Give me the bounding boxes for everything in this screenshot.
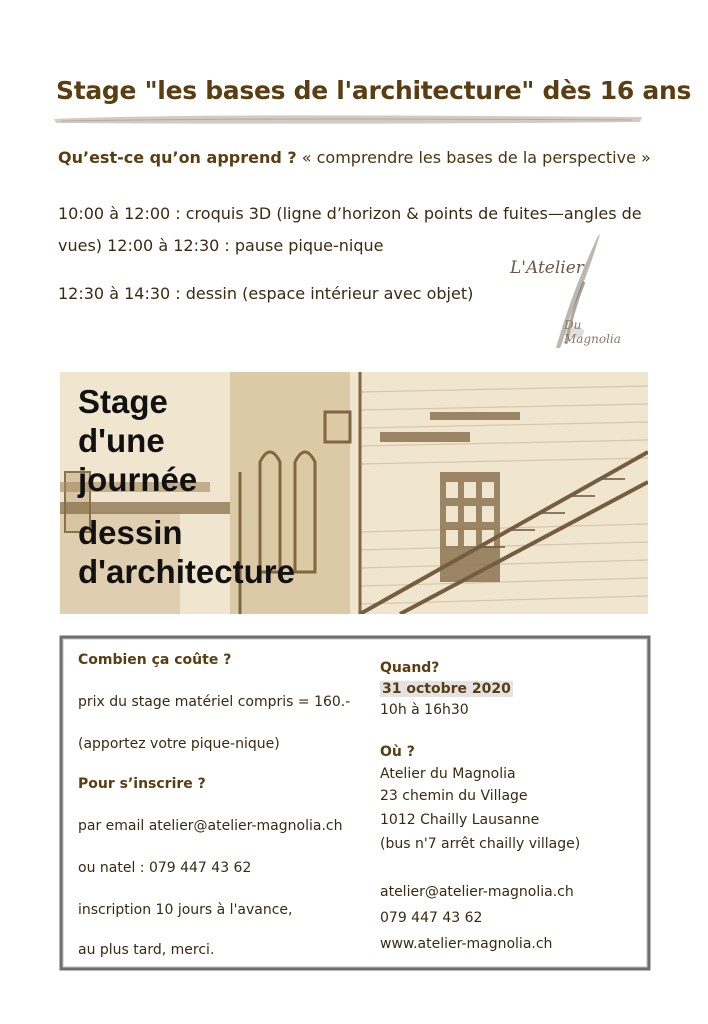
atelier-logo	[500, 232, 640, 352]
info-box-frame	[58, 634, 652, 972]
banner-text	[78, 382, 295, 591]
logo-text-atelier: L'Atelier	[510, 258, 584, 278]
logo-text-du: Du	[564, 318, 582, 332]
banner-sketch-image	[60, 372, 648, 614]
event-time: 10h à 16h30	[380, 702, 469, 718]
logo-text-magnolia	[564, 318, 621, 346]
price-text: prix du stage matériel compris = 160.-	[78, 694, 351, 710]
cost-heading: Combien ça coûte ?	[78, 652, 232, 668]
banner-line-4: dessin	[78, 514, 183, 551]
page-title: Stage "les bases de l'architecture" dès 16 ans	[56, 76, 692, 105]
place-city: 1012 Chailly Lausanne	[380, 812, 540, 828]
banner-line-1: Stage	[78, 383, 168, 420]
program-line-2: vues) 12:00 à 12:30 : pause pique-nique	[58, 236, 384, 255]
intro-line	[58, 148, 658, 167]
register-heading: Pour s’inscrire ?	[78, 776, 206, 792]
event-date: 31 octobre 2020	[382, 681, 511, 697]
program-line-3: 12:30 à 14:30 : dessin (espace intérieur avec objet)	[58, 284, 474, 303]
banner-line-2: d'une	[78, 422, 165, 459]
contact-phone: 079 447 43 62	[380, 910, 483, 926]
place-name: Atelier du Magnolia	[380, 766, 516, 782]
logo-text-magnolia-word: Magnolia	[564, 332, 621, 346]
intro-answer: « comprendre les bases de la perspective »	[301, 148, 651, 167]
place-street: 23 chemin du Village	[380, 788, 528, 804]
banner-line-5: d'architecture	[78, 553, 295, 590]
when-heading: Quand?	[380, 660, 440, 676]
deadline-line-1: inscription 10 jours à l'avance,	[78, 902, 293, 918]
deadline-line-2: au plus tard, merci.	[78, 942, 215, 958]
where-heading: Où ?	[380, 744, 415, 760]
lunch-text: (apportez votre pique-nique)	[78, 736, 280, 752]
contact-website: www.atelier-magnolia.ch	[380, 936, 553, 952]
program-line-1: 10:00 à 12:00 : croquis 3D (ligne d’horizon & points de fuites—angles de	[58, 204, 642, 223]
register-phone: ou natel : 079 447 43 62	[78, 860, 252, 876]
intro-question: Qu’est-ce qu’on apprend ?	[58, 148, 297, 167]
contact-email: atelier@atelier-magnolia.ch	[380, 884, 574, 900]
banner-line-3: journée	[78, 461, 198, 498]
register-email: par email atelier@atelier-magnolia.ch	[78, 818, 343, 834]
place-bus: (bus n'7 arrêt chailly village)	[380, 836, 581, 852]
title-underline-brush	[52, 112, 644, 126]
